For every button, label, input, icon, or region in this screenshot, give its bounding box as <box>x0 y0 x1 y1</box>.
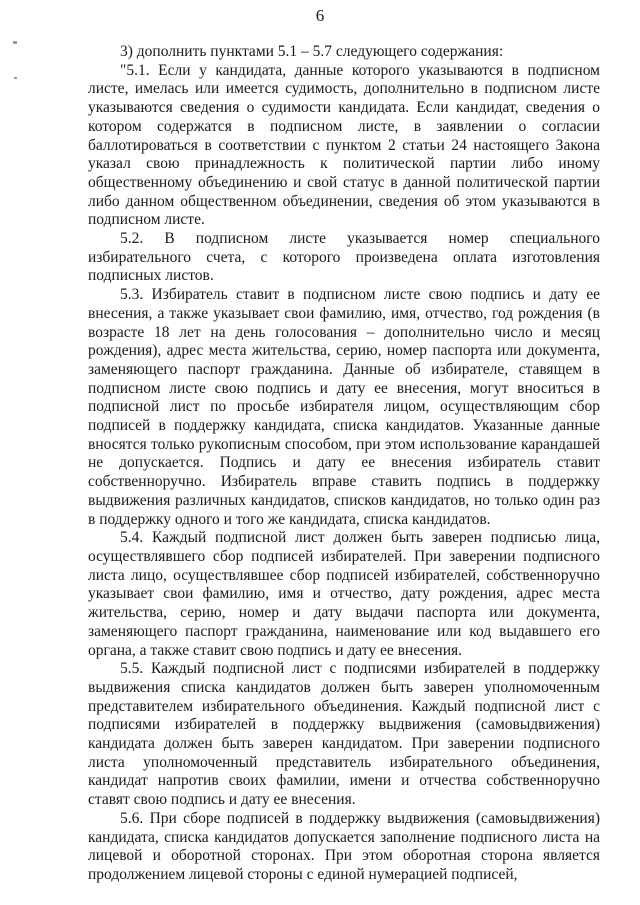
paragraph-5-5: 5.5. Каждый подписной лист с подписями избирателей в поддержку выдвижения списка кандидатов должен быть заверен уполномоченным представителем избирательного объединения. Каждый подписной лист с подписями избирателей в поддержку выдвижения (самовыдвижения) кандидата должен быть заверен кандидатом. При заверении подписного листа уполномоченный представитель избирательного объединения, кандидат напротив своих фамилии, имени и отчества собственноручно ставят свою подпись и дату ее внесения. <box>88 660 600 809</box>
paragraph-5-1: "5.1. Если у кандидата, данные которого указываются в подписном листе, имелась или имеется судимость, дополнительно в подписном листе указываются сведения о судимости кандидата. Если кандидат, сведения о котором содержатся в подписном листе, в заявлении о согласии баллотироваться в соответствии с пунктом 2 статьи 24 настоящего Закона указал свою принадлежность к политической партии либо иному общественному объединению и свой статус в данной политической партии либо данном общественном объединении, сведения об этом указываются в подписном листе. <box>88 61 600 229</box>
margin-mark <box>14 77 17 79</box>
paragraph-5-3: 5.3. Избиратель ставит в подписном листе свою подпись и дату ее внесения, а также указывает свои фамилию, имя, отчество, год рождения (в возрасте 18 лет на день голосования – дополнительно число и месяц рождения), адрес места жительства, серию, номер паспорта или документа, заменяющего паспорт гражданина. Данные об избирателе, ставящем в подписном листе свою подпись и дату ее внесения, могут вноситься в подписной лист по просьбе избирателя лицом, осуществляющим сбор подписей в поддержку кандидата, списка кандидатов. Указанные данные вносятся только рукописным способом, при этом использование карандашей не допускается. Подпись и дату ее внесения избиратель ставит собственноручно. Избиратель вправе ставить подпись в поддержку выдвижения различных кандидатов, списков кандидатов, но только один раз в поддержку одного и того же кандидата, списка кандидатов. <box>88 286 600 528</box>
paragraph-5-2: 5.2. В подписном листе указывается номер специального избирательного счета, с которого произведена оплата изготовления подписных листов. <box>88 230 600 285</box>
paragraph-item-3-intro: 3) дополнить пунктами 5.1 – 5.7 следующего содержания: <box>120 43 504 60</box>
paragraph-5-6: 5.6. При сборе подписей в поддержку выдвижения (самовыдвижения) кандидата, списка кандидатов допускается заполнение подписного листа на лицевой и оборотной сторонах. При этом оборотная сторона является продолжением лицевой стороны с единой нумерацией подписей, <box>88 809 600 883</box>
margin-mark <box>13 41 17 44</box>
paragraph-5-4: 5.4. Каждый подписной лист должен быть заверен подписью лица, осуществлявшего сбор подписей избирателей. При заверении подписного листа лицо, осуществлявшее сбор подписей избирателей, собственноручно указывает свои фамилию, имя и отчество, дату рождения, адрес места жительства, серию, номер и дату выдачи паспорта или документа, заменяющего паспорт гражданина, наименование или код выдавшего его органа, а также ставит свою подпись и дату ее внесения. <box>88 529 600 659</box>
document-body <box>88 43 600 885</box>
page-number: 6 <box>315 6 325 25</box>
